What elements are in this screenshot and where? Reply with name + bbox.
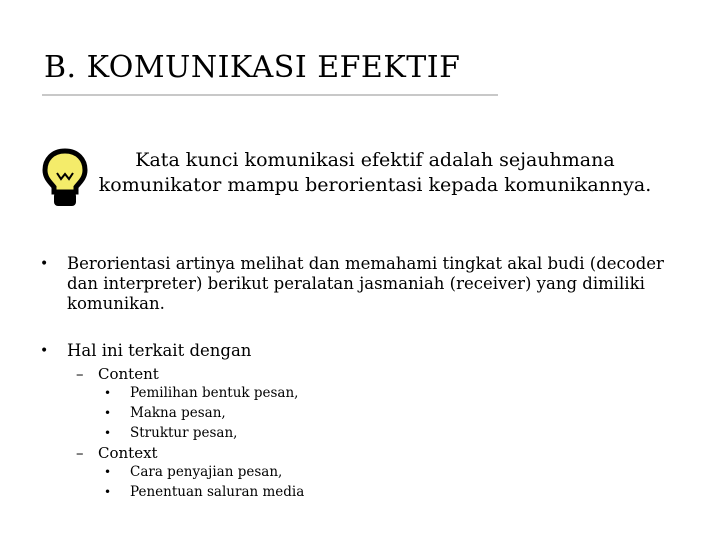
slide-title: B. KOMUNIKASI EFEKTIF: [44, 50, 461, 85]
bullet-text: Hal ini terkait dengan: [67, 341, 252, 360]
dash-marker: –: [76, 365, 84, 383]
sub-sub-bullet-text: Makna pesan,: [130, 405, 226, 421]
bullet-text: Berorientasi artinya melihat dan memahami tingkat akal budi (decoder dan interpreter) berikut peralatan jasmaniah (receiver) yang dimiliki komunikan.: [67, 254, 664, 313]
bullet-marker: •: [104, 485, 112, 499]
bullet-marker: •: [104, 426, 112, 440]
title-underline: [42, 94, 498, 96]
dash-marker: –: [76, 444, 84, 462]
bullet-marker: •: [40, 343, 49, 359]
bullet-marker: •: [40, 256, 49, 272]
sub-bullet-text: Content: [98, 365, 159, 383]
intro-statement: Kata kunci komunikasi efektif adalah sejauhmana komunikator mampu berorientasi kepada komunikannya.: [98, 149, 652, 196]
sub-sub-bullet-text: Cara penyajian pesan,: [130, 464, 283, 480]
sub-sub-bullet-text: Penentuan saluran media: [130, 484, 305, 500]
bullet-marker: •: [104, 465, 112, 479]
bullet-marker: •: [104, 386, 112, 400]
bullet-marker: •: [104, 406, 112, 420]
sub-sub-bullet-text: Pemilihan bentuk pesan,: [130, 385, 299, 401]
sub-bullet-text: Context: [98, 444, 158, 462]
sub-sub-bullet-text: Struktur pesan,: [130, 425, 238, 441]
